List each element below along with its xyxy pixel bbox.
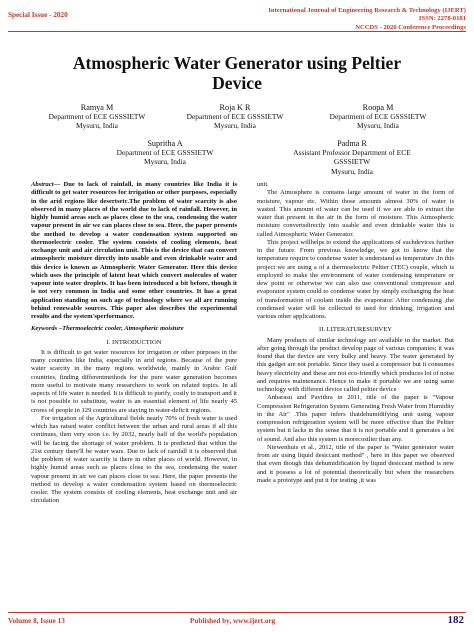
footer-divider — [8, 612, 466, 613]
author-location: Mysuru, India — [76, 121, 118, 131]
paragraph: Niewenhuis et al., 2012, title of the paper is "Water generator water from air using liquid desiccant method" , here in this paper we observed that even though this dehumidification by liquid desiccant method is new and it possess a lot of potential theoretically but when the researchers made a prototype and put it for testing ,it was — [257, 443, 454, 484]
header-special-issue: Special Issue - 2020 — [8, 11, 68, 19]
header-issn: ISSN: 2278-0181 — [418, 15, 466, 23]
header-divider — [8, 31, 466, 32]
abstract-text: — Due to lack of rainfall, in many countries like India it is difficult to get water resources for irrigation or other purposes, especially in the arid regions like desertsetc.The problem of water scarcity is also observed in many places of the world due to lack of rainfall. However, in highly humid areas such as places close to the sea, condensing the water vapour present in air we can places close to sea. Here, the paper presents the method to develop a water condensation system supported on thermoelectric cooler. The system consists of cooling elements, heat exchange unit and air circulation unit. This is the device that can convert atmospheric moisture directly into usable and even drinkable water and this device is known as Atmospheric Water Generator. Here this device which uses the principle of latent heat which convert molecules of water vapour into water droplets. It has been introduced a bit before, though it is not very common in India and some other countries. It has a great application standing on such age of technology where we all are running behind renewable sources. This paper also describes the experimental results and the system'sperformance. — [31, 181, 237, 320]
author-affiliation: Department of ECE GSSSIETW — [116, 148, 214, 158]
header-conference: NCCDS - 2020 Conference Proceedings — [355, 23, 466, 31]
footer-publisher: Published by, www.ijert.org — [190, 617, 276, 625]
author-affiliation: Department of ECE GSSSIETW — [186, 112, 284, 122]
author-affiliation: Department of ECE GSSSIETW — [329, 112, 427, 122]
abstract — [31, 181, 237, 321]
author-affiliation-line2: GSSSIETW — [333, 157, 371, 167]
keywords — [31, 325, 237, 333]
author-1 — [22, 103, 172, 131]
left-column — [31, 181, 237, 506]
author-location: Mysuru, India — [144, 157, 186, 167]
page-number: 182 — [447, 614, 464, 626]
right-column — [257, 181, 454, 485]
keywords-label: Keywords — [31, 325, 58, 333]
author-name: Supritha A — [147, 139, 183, 148]
author-3 — [303, 103, 453, 131]
author-location: Mysuru, India — [357, 121, 399, 131]
paragraph: unit. — [257, 181, 269, 188]
header-journal-name: International Journal of Engineering Research & Technology (IJERT) — [268, 7, 466, 14]
paper-title — [20, 53, 454, 93]
page-header — [0, 0, 474, 30]
footer-volume: Volume 8, Issue 13 — [8, 617, 65, 625]
author-name: Padma R — [337, 139, 367, 148]
author-affiliation: Assistant Professor Department of ECE — [293, 148, 411, 158]
paragraph: Anbarasu and Pavithra in 2011, title of the paper is "Vapour Compression Refrigeration System Generating Fresh Water from Humidity in the Air" .This paper infers thatdehumidifying unit using vapour compression refrigeration system will be more effective than the Peltier system but it lacks in the sense that it is not portable and it generates a lot of sound. And also this system is morecostlier than any. — [257, 394, 454, 443]
paragraph: Many products of similar technology are available in the market. But after going through the product develop page of various companies; it was found that the device are very bulky and heavy. The water generated by this gadget are not portable. Since they used a compressor but it consumes heavy electricity and these are not eco-friendly which produces lot of noise and requires maintenance. Hence to make it portable we are using same technology with different device called peltier device — [257, 336, 454, 393]
author-name: Ramya M — [80, 103, 114, 112]
paragraph: For irrigation of the Agricultural fields nearly 70% of fresh water is used which has raised water conflict between the urban and rural areas if all this continues, then very soon i.e. by 2032, nearly half of the world's population will be facing the shortage of water problem. It is predicted that within the 21st century there'll be water wars. Due to lack of rainfall it is observed that the problem of water scarcity is there in other places of world. However, in highly humid areas such as places close to the sea, condensing the water vapour present in air we can places close to sea. Here, the paper presents the method to develop a water condensation system based on thermoelectric cooler. The system consists of cooling elements, heat exchange unit and air circulation — [31, 414, 237, 505]
keywords-text: –Thermoelectric cooler, Atmospheric moisture — [57, 325, 184, 333]
author-4 — [90, 139, 240, 167]
author-2 — [160, 103, 310, 131]
author-name: Roopa M — [362, 103, 394, 112]
author-5 — [272, 139, 432, 176]
abstract-label: Abstract — [31, 181, 54, 188]
section-heading-literature-survey: II. LITERATURESURVEY — [319, 326, 392, 334]
paragraph: The Atmosphere is contains large amount of water in the form of moisture, vapour etc. Within those amounts almost 30% of water is wasted. This amount of water can be used if we are able to extract the water that present in the air in the form of moisture. This Atmospheric moisture convertsdirectly into usable and even drinkable water this is called Atmospheric Water Generator. — [257, 189, 454, 238]
paper-title-line1: Atmospheric Water Generator using Peltier — [72, 53, 402, 73]
author-location: Mysuru, India — [214, 121, 256, 131]
paragraph: It is difficult to get water resources for irrigation or other purposes in the many countries like India, especially in arid regions. Because of the pure water scarcity in the many regions worldwide, mainly in Arabic Gulf countries, finding differentmethods for the pure water generation becomes more useful to motivate many researchers to work on related topics. In all aspects of life water is needed. It is difficult to purify, costly to transport and it is not possible to substitute, water is an essential element of life nearly 45 crores of people in 129 countries are staying in water-deficit regions. — [31, 348, 237, 414]
header-journal-info — [268, 7, 466, 32]
author-name: Roja K R — [219, 103, 251, 112]
paper-title-line2: Device — [212, 73, 262, 93]
author-affiliation: Department of ECE GSSSIETW — [48, 112, 146, 122]
author-location: Mysuru, India — [331, 166, 373, 176]
paragraph: This project willhelps to extend the applications of suchdevices further in the future. From previous knowledge, we got to know that the temperature require to condense water is understand as temperature .In this project we are using a of a thermoelectric Peltier (TEC) couple, which is employed to make the environment of water condensing temperature or dew point or otherwise we can also use conventional compressor and evaporator system could to condense water by simply exchanging the heat of transformation of coolant inside the evaporator. After condensing ,the condensed water will be collected to used for drinking, irrigation and various other applications. — [257, 238, 454, 320]
section-heading-introduction: I. INTRODUCTION — [106, 338, 162, 346]
